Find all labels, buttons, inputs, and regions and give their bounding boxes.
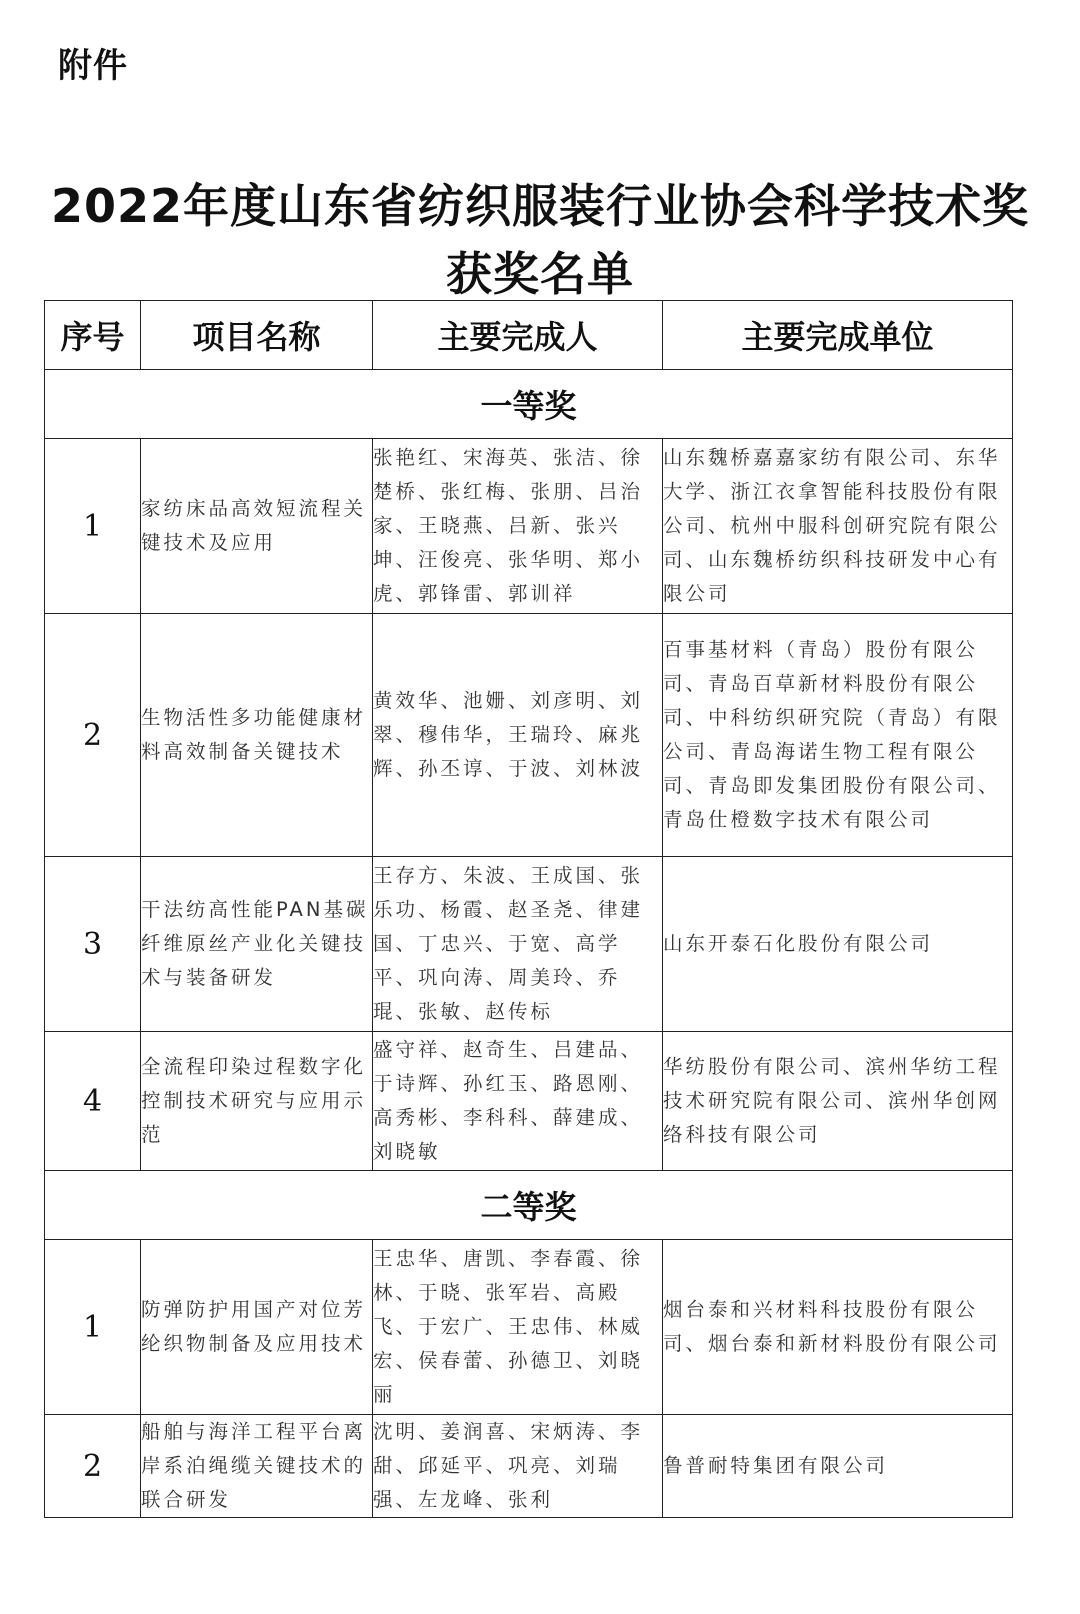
column-header-project: 项目名称 bbox=[141, 301, 373, 370]
table-row bbox=[45, 857, 1013, 1032]
project-name: 船舶与海洋工程平台离岸系泊绳缆关键技术的联合研发 bbox=[141, 1415, 373, 1518]
section-label-second-prize: 二等奖 bbox=[45, 1171, 1013, 1240]
table-row bbox=[45, 1415, 1013, 1518]
row-number: 2 bbox=[45, 1415, 141, 1518]
main-units: 山东开泰石化股份有限公司 bbox=[663, 857, 1013, 1032]
row-number: 4 bbox=[45, 1032, 141, 1171]
page-title: 2022年度山东省纺织服装行业协会科学技术奖 bbox=[50, 179, 1030, 233]
table-row bbox=[45, 1032, 1013, 1171]
project-name: 家纺床品高效短流程关键技术及应用 bbox=[141, 439, 373, 614]
table-row bbox=[45, 614, 1013, 857]
section-row-first-prize bbox=[45, 370, 1013, 439]
row-number: 1 bbox=[45, 1240, 141, 1415]
column-header-units: 主要完成单位 bbox=[663, 301, 1013, 370]
main-units: 百事基材料（青岛）股份有限公司、青岛百草新材料股份有限公司、中科纺织研究院（青岛）有限公司、青岛海诺生物工程有限公司、青岛即发集团股份有限公司、青岛仕橙数字技术有限公司 bbox=[663, 614, 1013, 857]
row-number: 3 bbox=[45, 857, 141, 1032]
section-row-second-prize bbox=[45, 1171, 1013, 1240]
main-units: 山东魏桥嘉嘉家纺有限公司、东华大学、浙江衣拿智能科技股份有限公司、杭州中服科创研究院有限公司、山东魏桥纺织科技研发中心有限公司 bbox=[663, 439, 1013, 614]
main-units: 鲁普耐特集团有限公司 bbox=[663, 1415, 1013, 1518]
column-header-people: 主要完成人 bbox=[373, 301, 663, 370]
table-row bbox=[45, 1240, 1013, 1415]
project-name: 生物活性多功能健康材料高效制备关键技术 bbox=[141, 614, 373, 857]
main-units: 华纺股份有限公司、滨州华纺工程技术研究院有限公司、滨州华创网络科技有限公司 bbox=[663, 1032, 1013, 1171]
awards-table bbox=[44, 300, 1013, 1518]
main-people: 王存方、朱波、王成国、张乐功、杨霞、赵圣尧、律建国、丁忠兴、于宽、高学平、巩向涛、周美玲、乔琨、张敏、赵传标 bbox=[373, 857, 663, 1032]
row-number: 1 bbox=[45, 439, 141, 614]
main-people: 张艳红、宋海英、张洁、徐楚桥、张红梅、张朋、吕治家、王晓燕、吕新、张兴坤、汪俊亮、张华明、郑小虎、郭锋雷、郭训祥 bbox=[373, 439, 663, 614]
table-header-row bbox=[45, 301, 1013, 370]
main-people: 王忠华、唐凯、李春霞、徐林、于晓、张军岩、高殿飞、于宏广、王忠伟、林威宏、侯春蕾、孙德卫、刘晓丽 bbox=[373, 1240, 663, 1415]
column-header-number: 序号 bbox=[45, 301, 141, 370]
main-units: 烟台泰和兴材料科技股份有限公司、烟台泰和新材料股份有限公司 bbox=[663, 1240, 1013, 1415]
row-number: 2 bbox=[45, 614, 141, 857]
project-name: 干法纺高性能PAN基碳纤维原丝产业化关键技术与装备研发 bbox=[141, 857, 373, 1032]
main-people: 沈明、姜润喜、宋炳涛、李甜、邱延平、巩亮、刘瑞强、左龙峰、张利 bbox=[373, 1415, 663, 1518]
section-label-first-prize: 一等奖 bbox=[45, 370, 1013, 439]
project-name: 全流程印染过程数字化控制技术研究与应用示范 bbox=[141, 1032, 373, 1171]
page-subtitle: 获奖名单 bbox=[446, 247, 634, 301]
project-name: 防弹防护用国产对位芳纶织物制备及应用技术 bbox=[141, 1240, 373, 1415]
main-people: 盛守祥、赵奇生、吕建品、于诗辉、孙红玉、路恩刚、高秀彬、李科科、薛建成、刘晓敏 bbox=[373, 1032, 663, 1171]
attachment-label: 附件 bbox=[58, 46, 128, 86]
main-people: 黄效华、池姗、刘彦明、刘翠、穆伟华，王瑞玲、麻兆辉、孙丕谆、于波、刘林波 bbox=[373, 614, 663, 857]
table-row bbox=[45, 439, 1013, 614]
